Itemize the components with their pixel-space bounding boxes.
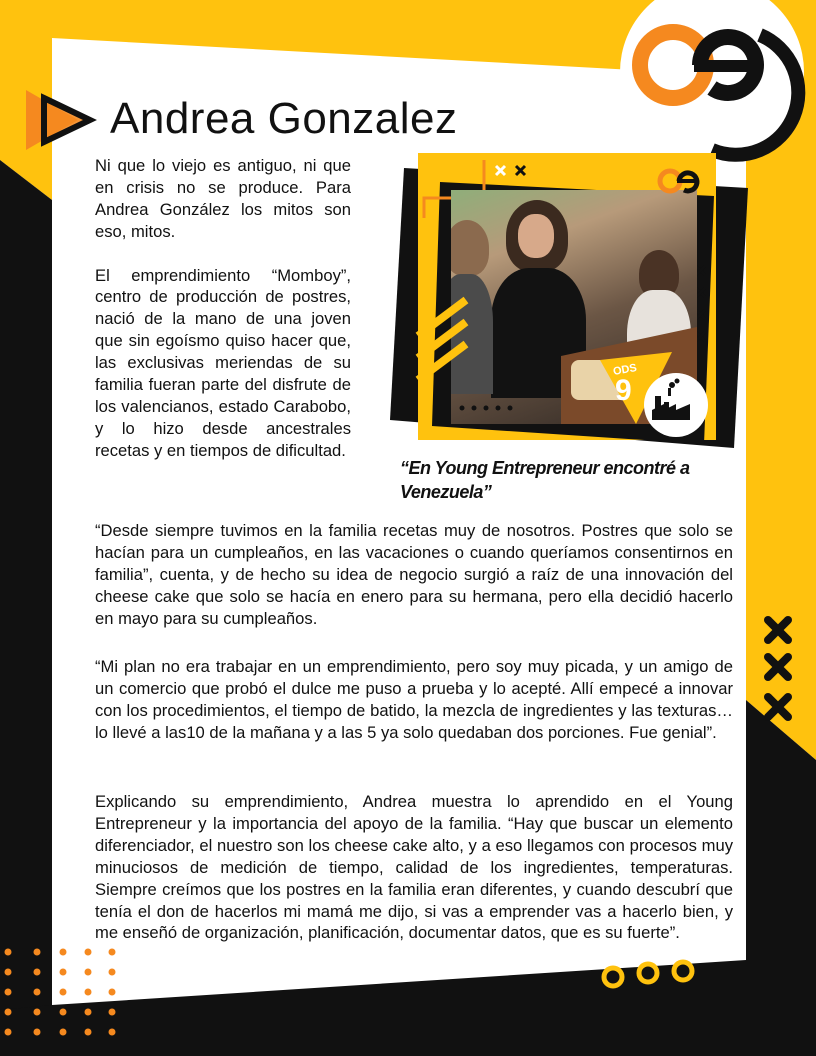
small-oe-logo-icon [660,171,697,191]
photo-caption: “En Young Entrepreneur encontré a Venezuela” [400,458,690,502]
intro-paragraph: Ni que lo viejo es antiguo, ni que en crisis no se produce. Para Andrea González los mitos son eso, mitos. [95,156,351,241]
body-paragraph: Explicando su emprendimiento, Andrea muestra lo aprendido en el Young Entrepreneur y la importancia del apoyo de la familia. “Hay que buscar un elemento diferenciador, el nuestro son los cheese cake alto, y a eso llegamos con procesos muy minuciosos de medición de tiempo, calidad de los ingredientes, temperaturas. Siempre creímos que los postres en la familia eran diferentes, y cuando descubrí que tenía el don de hacerlos mi mamá me dijo, si vas a emprender vas a hacerlo bien, y me enseñó de organización, planificación, documentar datos, que es su fuerte”. [95,792,733,943]
body-paragraph: “Mi plan no era trabajar en un emprendimiento, pero soy muy picada, y un amigo de un comercio que probó el dulce me puso a prueba y lo acepté. Allí empecé a innovar con los procedimientos, el tiempo de batido, la mezcla de ingredientes y las texturas…lo llevé a las10 de la mañana y a las 5 ya solo quedaban dos porciones. Fue genial”. [95,657,733,742]
intro-paragraph: El emprendimiento “Momboy”, centro de producción de postres, nació de la mano de una joven que sin egoísmo quiso hacer que, las exclusivas meriendas de su familia fueran parte del disfrute de los valencianos, estado Carabobo, y lo hizo desde ancestrales recetas y en tiempos de dificultad. [95,265,351,460]
ods-badge-label: ODS [612,362,638,378]
body-paragraph: “Desde siempre tuvimos en la familia recetas muy de nosotros. Postres que solo se hacían para un cumpleaños, en las vacaciones o cuando queríamos consentirnos en familia”, cuenta, y de hecho su idea de negocio surgió a raíz de una innovación del cheese cake que solo se hacía en enero para su hermana, pero ella decidió hacerlo en mayo para su cumpleaños. [95,521,733,628]
page-title: Andrea Gonzalez [110,94,458,143]
intro-column [95,155,351,462]
ods-badge-number: 9 [615,374,632,407]
